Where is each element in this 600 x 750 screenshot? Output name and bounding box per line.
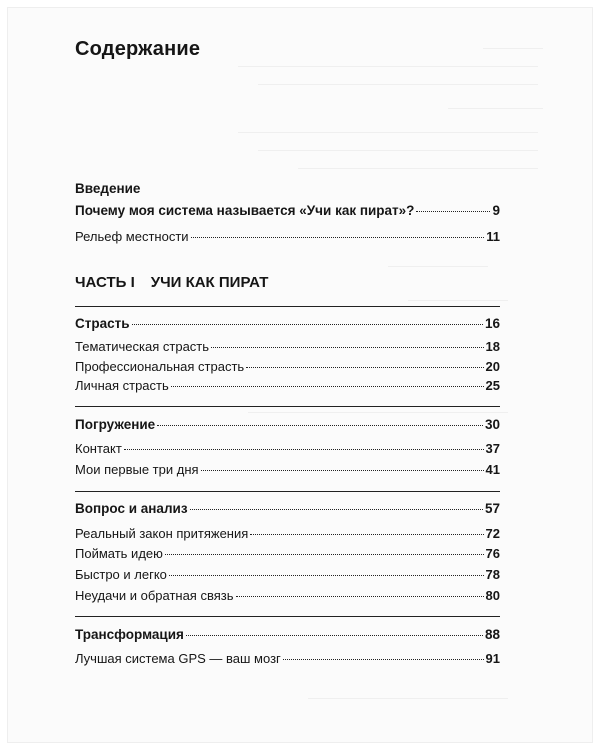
toc-entry[interactable] xyxy=(75,566,500,584)
toc-entry[interactable] xyxy=(75,461,500,479)
toc-entry-label: Поймать идею xyxy=(75,546,163,561)
dot-leader xyxy=(236,596,484,597)
toc-entry-page: 91 xyxy=(485,651,500,666)
toc-entry-page: 9 xyxy=(492,203,500,218)
toc-entry-label: Личная страсть xyxy=(75,378,169,393)
toc-entry-page: 78 xyxy=(485,567,500,582)
section-heading-page: 88 xyxy=(484,627,500,642)
dot-leader xyxy=(246,367,483,368)
section-heading[interactable] xyxy=(75,315,500,333)
toc-entry-label: Почему моя система называется «Учи как пират»? xyxy=(75,203,415,218)
section-heading-page: 57 xyxy=(484,501,500,516)
toc-entry-page: 72 xyxy=(485,526,500,541)
section-heading-page: 30 xyxy=(484,417,500,432)
toc-entry-page: 25 xyxy=(485,378,500,393)
part-number: ЧАСТЬ I xyxy=(75,274,135,291)
toc-entry[interactable] xyxy=(75,377,500,395)
toc-entry[interactable] xyxy=(75,525,500,543)
section-divider xyxy=(75,406,500,407)
dot-leader xyxy=(157,425,483,426)
dot-leader xyxy=(283,659,484,660)
section-heading-page: 16 xyxy=(484,316,500,331)
toc-entry[interactable] xyxy=(75,650,500,668)
section-heading-label: Трансформация xyxy=(75,627,184,642)
section-heading[interactable] xyxy=(75,416,500,434)
toc-entry-page: 76 xyxy=(485,546,500,561)
dot-leader xyxy=(186,635,483,636)
toc-entry-label: Тематическая страсть xyxy=(75,339,210,354)
section-heading-label: Страсть xyxy=(75,316,130,331)
toc-entry-label: Быстро и легко xyxy=(75,567,167,582)
toc-entry-label: Профессиональная страсть xyxy=(75,359,245,374)
dot-leader xyxy=(132,324,483,325)
toc-entry-page: 18 xyxy=(485,339,500,354)
dot-leader xyxy=(250,534,483,535)
dot-leader xyxy=(416,211,490,212)
toc-entry-label: Реальный закон притяжения xyxy=(75,526,249,541)
section-heading[interactable] xyxy=(75,500,500,518)
intro-heading: Введение xyxy=(75,181,141,196)
toc-entry[interactable] xyxy=(75,228,500,246)
section-heading-label: Погружение xyxy=(75,417,156,432)
part-heading xyxy=(75,273,268,293)
toc-entry-label: Лучшая система GPS — ваш мозг xyxy=(75,651,281,666)
part-title: УЧИ КАК ПИРАТ xyxy=(150,274,269,291)
section-divider xyxy=(75,491,500,492)
toc-entry-page: 41 xyxy=(485,462,500,477)
dot-leader xyxy=(169,575,484,576)
toc-entry-page: 20 xyxy=(485,359,500,374)
toc-entry-label: Неудачи и обратная связь xyxy=(75,588,234,603)
toc-entry-page: 11 xyxy=(486,229,500,244)
toc-entry[interactable] xyxy=(75,338,500,356)
toc-entry[interactable] xyxy=(75,358,500,376)
toc-entry[interactable] xyxy=(75,587,500,605)
toc-entry[interactable] xyxy=(75,202,500,220)
dot-leader xyxy=(211,347,483,348)
section-heading-label: Вопрос и анализ xyxy=(75,501,188,516)
toc-entry[interactable] xyxy=(75,545,500,563)
dot-leader xyxy=(201,470,484,471)
toc-entry-page: 80 xyxy=(485,588,500,603)
section-heading[interactable] xyxy=(75,626,500,644)
dot-leader xyxy=(165,554,484,555)
dot-leader xyxy=(171,386,484,387)
toc-entry-label: Мои первые три дня xyxy=(75,462,199,477)
section-divider xyxy=(75,306,500,307)
dot-leader xyxy=(190,509,483,510)
toc-entry-page: 37 xyxy=(485,441,500,456)
section-divider xyxy=(75,616,500,617)
dot-leader xyxy=(124,449,484,450)
toc-entry-label: Рельеф местности xyxy=(75,229,189,244)
dot-leader xyxy=(191,237,485,238)
page-title: Содержание xyxy=(75,38,201,60)
toc-entry-label: Контакт xyxy=(75,441,122,456)
toc-entry[interactable] xyxy=(75,440,500,458)
